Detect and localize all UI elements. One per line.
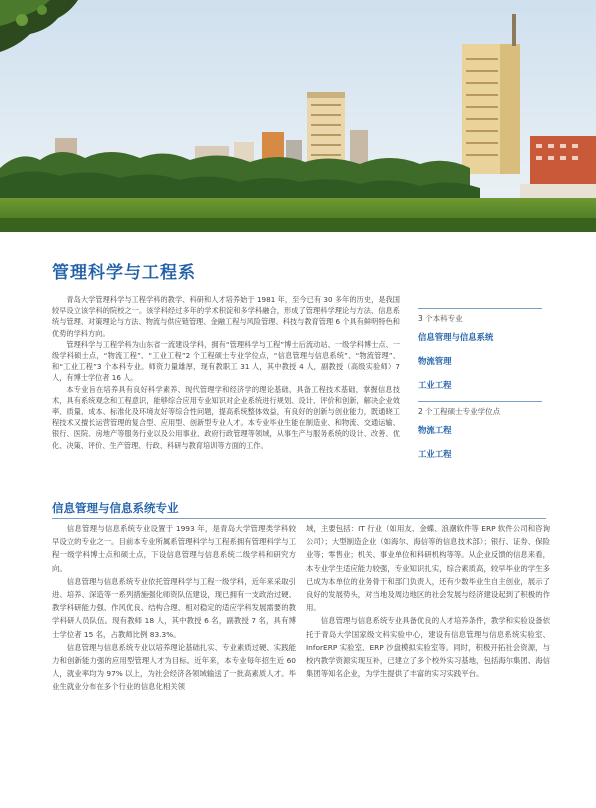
major-title-underline <box>52 518 546 519</box>
undergrad-major: 工业工程 <box>418 380 452 390</box>
programs-sidebar <box>418 308 542 466</box>
sidebar-divider <box>418 308 542 309</box>
major-paragraph: 信息管理与信息系统专业具备优良的人才培养条件，教学和实验设备依托于青岛大学国家级文科实验中心，建设有信息管理与信息系统实验室、InforERP 实验室、ERP 沙盘模拟实验室等。同时，积极开拓社会资源，与校内教学资源实现互补，已建立了多个校外实习基地，包括海尔集团、海信集团等知名企业，为学生提供了丰富的实习实践平台。 <box>306 616 550 679</box>
undergrad-caption: 3 个本科专业 <box>418 314 463 323</box>
major-paragraph: 信息管理与信息系统专业依托管理科学与工程一级学科，近年来采取引进、培养、深造等一系列措施强化师资队伍建设，现已拥有一支政治过硬、教学科研能力强、作风优良、结构合理、相对稳定的适应学科发展需要的教学科研人员队伍。现有教师 18 人，其中教授 6 名，副教授 7 名，具有博士学位者 15 名，占教师比例 83.3%。 <box>52 576 296 639</box>
major-paragraph: 信息管理与信息系统专业设置于 1993 年，是青岛大学管理类学科较早设立的专业之一。目前本专业所属系管理科学与工程系拥有管理科学与工程一级学科博士点和硕士点，下设信息管理与信息系统二级学科和研究方向。 <box>52 524 296 573</box>
undergrad-major: 物流管理 <box>418 356 452 366</box>
campus-photo <box>0 0 596 232</box>
major-text-left-column <box>52 522 296 694</box>
undergrad-major: 信息管理与信息系统 <box>418 332 494 342</box>
master-program: 物流工程 <box>418 425 452 435</box>
department-introduction <box>52 294 400 451</box>
sidebar-divider <box>418 401 542 402</box>
major-paragraph-continued: 域，主要包括：IT 行业（如用友、金蝶、浪潮软件等 ERP 软件公司和咨询公司）；大型制造企业（如海尔、海信等的信息技术部）；银行、证券、保险业等；零售业；机关、事业单位和科研机构等等。从企业反馈的信息来看，本专业学生适应能力较强，专业知识扎实，综合素质高，较早毕业的学生多已成为本单位的业务骨干和部门负责人，还有少数毕业生自主创业，展示了良好的发展势头，对当地及周边地区的社会发展与经济建设起到了积极的作用。 <box>306 524 550 613</box>
intro-paragraph: 青岛大学管理科学与工程学科的教学、科研和人才培养始于 1981 年，至今已有 30 多年的历史，是我国较早设立该学科的院校之一。该学科经过多年的学术积淀和多学科融合，形成了管理科学理论与方法、信息系统与管理、对策理论与方法、物流与供应链管理、金融工程与风险管理、科技与教育管理 6 个具有鲜明特色和优势的学科方向。 <box>52 295 400 338</box>
major-paragraph: 信息管理与信息系统专业以培养理论基础扎实、专业素质过硬、实践能力和创新能力强的应用型管理人才为目标。近年来，本专业每年招生近 60 人，就业率均为 97% 以上，为社会经济各领域输送了一批高素质人才。毕业生就业分布在多个行业的信息化相关领 <box>52 642 296 692</box>
major-title: 信息管理与信息系统专业 <box>52 501 179 515</box>
campus-skyline-illustration <box>0 0 596 232</box>
major-text-right-column <box>306 522 550 680</box>
master-caption: 2 个工程硕士专业学位点 <box>418 407 501 416</box>
master-program: 工业工程 <box>418 449 452 459</box>
department-title: 管理科学与工程系 <box>52 263 196 283</box>
intro-paragraph: 管理科学与工程学科为山东省一流建设学科，拥有“管理科学与工程”博士后流动站、一级学科博士点、一级学科硕士点，“物流工程”、“工业工程”2 个工程硕士专业学位点，“信息管理与信息系统”、“物流管理”、和“工业工程”3 个本科专业。师资力量雄厚，现有教职工 31 人，其中教授 4 人，副教授（高级实验师）7 人，有博士学位者 16 人。 <box>52 339 400 383</box>
intro-paragraph: 本专业旨在培养具有良好科学素养、现代管理学和经济学的理论基础，具备工程技术基础，掌握信息技术，具有系统观念和工程意识，能够综合应用专业知识对企业系统进行规划、设计、评价和创新，解决企业效率、质量、成本、标准化及环境友好等综合性问题，提高系统整体效益，有良好的创新与创业能力，既通晓工程技术又擅长运营管理的复合型、应用型、创新型专业人才。本专业毕业生能在制造业、和物流、交通运输、银行、医院、房地产等服务行业以及公用事业、政府行政管理等领域，从事生产与服务系统的设计、改善、优化、决策、评价、生产管理、行政、科研与教育培训等方面的工作。 <box>52 384 400 450</box>
